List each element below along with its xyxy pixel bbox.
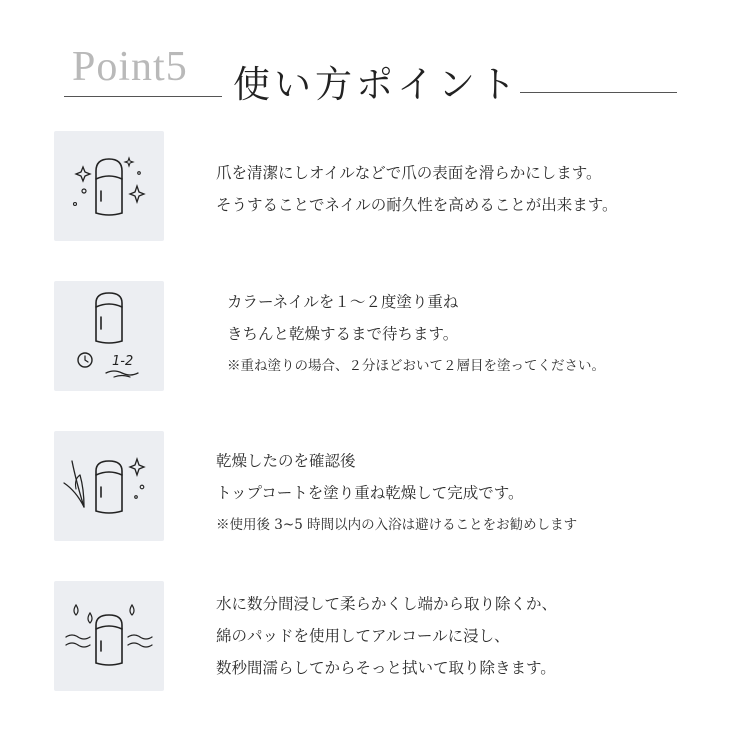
brush-stroke-icon [106,371,138,375]
step4-line3: 数秒間濡らしてからそっと拭いて取り除きます。 [216,659,556,677]
step1-text [216,157,617,221]
step4-line1: 水に数分間浸して柔らかくし端から取り除くか、 [216,595,558,613]
plant-nail-icon [54,431,164,541]
point-label: Point5 [72,44,188,90]
step3-line2: トップコートを塗り重ね乾燥して完成です。 [216,484,524,502]
step2-note: ※重ね塗りの場合、２分ほどおいて２層目を塗ってください。 [227,358,605,374]
step1-line1: 爪を清潔にしオイルなどで爪の表面を滑らかにします。 [216,164,602,182]
step1-line2: そうすることでネイルの耐久性を高めることが出来ます。 [216,196,618,214]
step4-text [216,588,557,684]
step3-line1: 乾燥したのを確認後 [216,452,356,470]
page-title: 使い方ポイント [233,63,520,106]
header [0,0,740,120]
step1-icon-card [54,131,164,241]
step4-line2: 綿のパッドを使用してアルコールに浸し、 [216,627,510,645]
step2-line2: きちんと乾燥するまで待ちます。 [227,325,459,343]
step2-line1: カラーネイルを１～２度塗り重ね [227,293,459,311]
step3-text [216,445,577,541]
step3-note: ※使用後 3~5 時間以内の入浴は避けることをお勧めします [216,517,578,533]
divider-right [520,92,677,93]
clock-icon [78,353,92,367]
step2-text [227,286,605,382]
step4-icon-card [54,581,164,691]
nail-icon [96,293,122,343]
sparkle-nail-icon [54,131,164,241]
divider-left [64,96,222,97]
water-nail-icon [54,581,164,691]
icon-duration-label: 1-2 [112,354,134,369]
step3-icon-card [54,431,164,541]
step2-icon-card [54,281,164,391]
